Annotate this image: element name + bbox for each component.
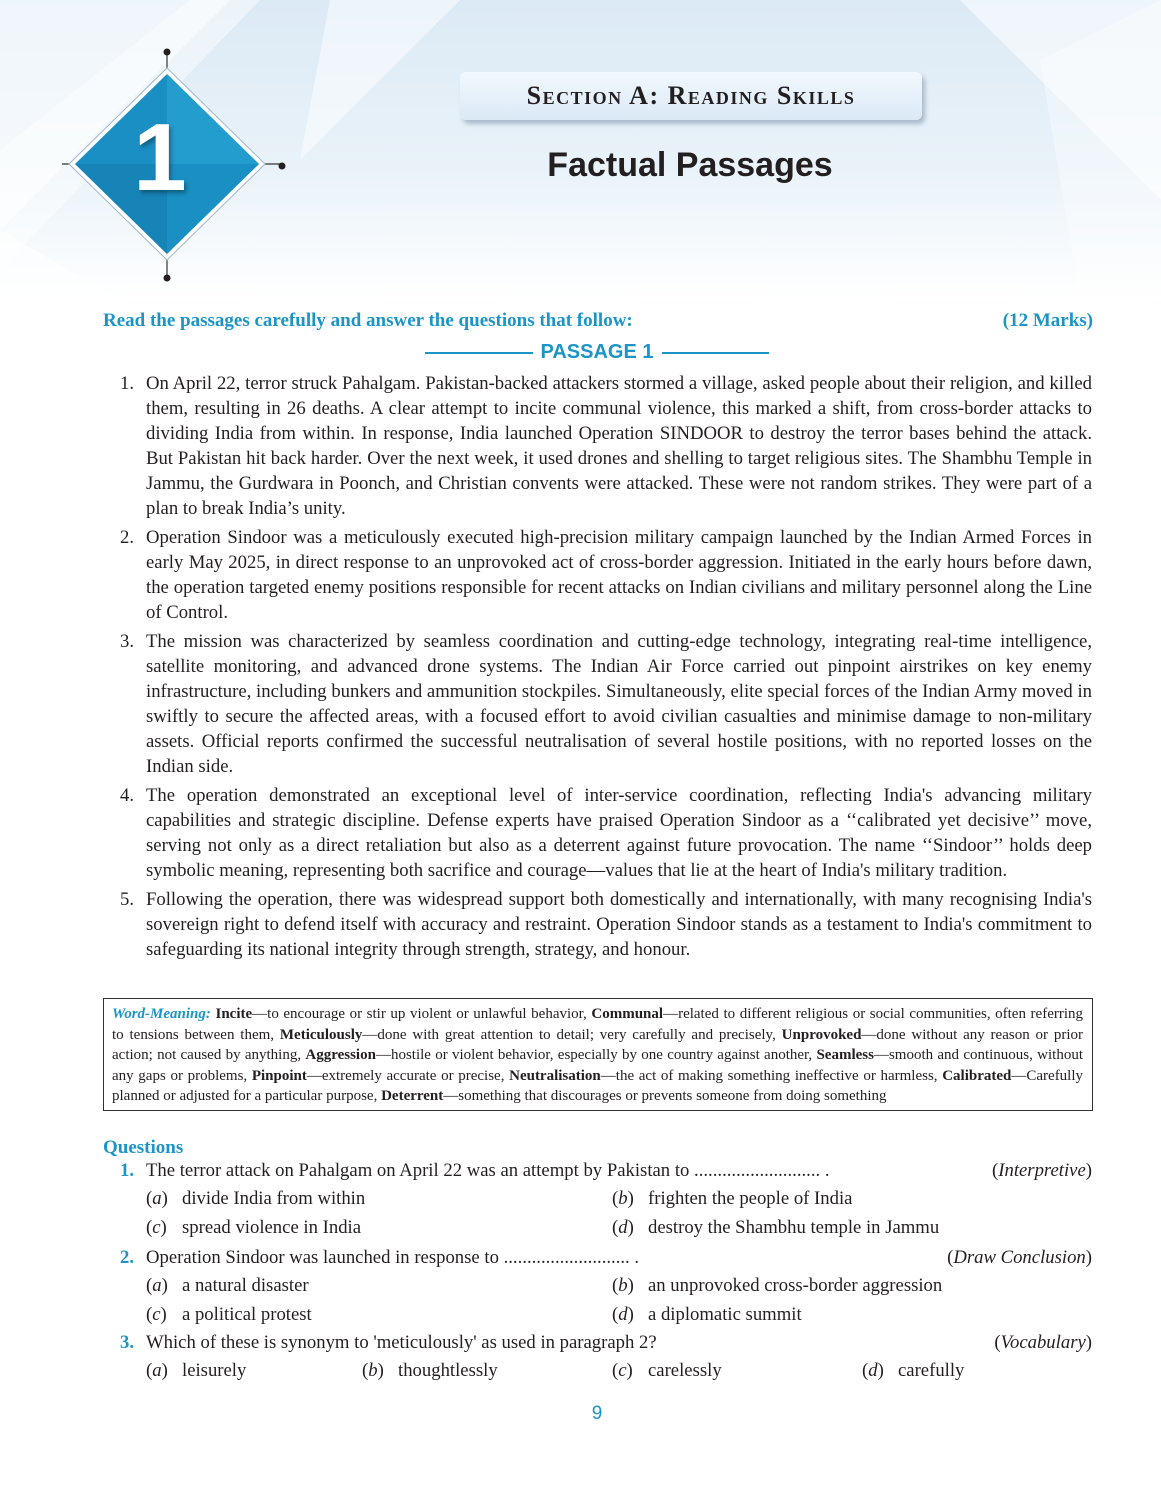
- option-row: [120, 1300, 1092, 1329]
- word-term: Seamless: [816, 1047, 874, 1064]
- word-term: Meticulously: [279, 1026, 363, 1043]
- word-term: Pinpoint: [251, 1067, 307, 1084]
- skill-label: Draw Conclusion: [953, 1247, 1086, 1268]
- question-text: The terror attack on Pahalgam on April 22 was an attempt by Pakistan to ........................... .: [146, 1160, 830, 1181]
- skill-label: Vocabulary: [1000, 1332, 1086, 1353]
- option-row: [120, 1184, 1092, 1213]
- option-text: a diplomatic summit: [648, 1304, 802, 1325]
- option-text: divide India from within: [182, 1188, 366, 1209]
- option-letter: c: [152, 1304, 161, 1325]
- paragraph: [120, 783, 1092, 883]
- option-letter: c: [618, 1360, 627, 1381]
- option-c[interactable]: [612, 1356, 722, 1385]
- question-number: 1.: [120, 1160, 135, 1181]
- passage-heading-text: PASSAGE 1: [540, 341, 654, 363]
- word-meaning-box: [103, 998, 1093, 1111]
- option-label: (c): [146, 1217, 167, 1238]
- option-letter: d: [868, 1360, 878, 1381]
- option-d[interactable]: [862, 1356, 964, 1385]
- option-a[interactable]: [146, 1271, 309, 1300]
- option-b[interactable]: [612, 1271, 942, 1300]
- option-label: (b): [612, 1188, 634, 1209]
- chapter-number: 1: [133, 104, 187, 211]
- question-text: Operation Sindoor was launched in response to ........................... .: [146, 1247, 640, 1268]
- option-text: destroy the Shambhu temple in Jammu: [648, 1217, 940, 1238]
- chapter-title: Factual Passages: [547, 146, 833, 184]
- instruction-line: [103, 310, 1093, 332]
- word-term: Aggression: [305, 1047, 376, 1064]
- question-3: [120, 1330, 1092, 1385]
- skill-tag: (Draw Conclusion): [947, 1247, 1092, 1268]
- page-number: 9: [591, 1403, 603, 1424]
- option-text: a natural disaster: [182, 1275, 309, 1296]
- word-definition: —something that discourages or prevents someone from doing something: [443, 1088, 887, 1105]
- word-definition: —to encourage or stir up violent or unlawful behavior,: [252, 1006, 587, 1022]
- word-meaning-label: Word-Meaning:: [112, 1006, 211, 1022]
- option-label: (d): [862, 1360, 884, 1381]
- option-text: an unprovoked cross-border aggression: [648, 1275, 943, 1296]
- word-definition: —done with great attention to detail; very carefully and precisely,: [362, 1026, 776, 1043]
- paragraph: [120, 525, 1092, 625]
- option-letter: c: [152, 1217, 161, 1238]
- passage-paragraphs: [120, 371, 1092, 966]
- word-term: Unprovoked: [781, 1026, 862, 1043]
- option-label: (b): [362, 1360, 384, 1381]
- word-definition: —smooth and continuous, without any gaps or problems,: [112, 1047, 1083, 1084]
- option-letter: b: [368, 1360, 378, 1381]
- option-text: leisurely: [182, 1360, 247, 1381]
- paragraph-number: 2.: [120, 527, 135, 548]
- skill-label: Interpretive: [998, 1160, 1086, 1181]
- option-letter: d: [618, 1304, 628, 1325]
- word-definition: —Carefully planned or adjusted for a particular purpose,: [112, 1067, 1084, 1105]
- option-letter: a: [152, 1275, 162, 1296]
- word-term: Incite: [215, 1006, 253, 1022]
- paragraph-number: 4.: [120, 785, 135, 806]
- question-number: 3.: [120, 1332, 135, 1353]
- option-d[interactable]: [612, 1300, 802, 1329]
- paragraph-number: 3.: [120, 631, 135, 652]
- question-text: Which of these is synonym to 'meticulously' as used in paragraph 2?: [146, 1332, 657, 1353]
- question-1: [120, 1158, 1092, 1242]
- option-a[interactable]: [146, 1356, 246, 1385]
- option-text: spread violence in India: [182, 1217, 362, 1238]
- word-term: Calibrated: [942, 1067, 1012, 1084]
- option-letter: b: [618, 1275, 628, 1296]
- paragraph: [120, 887, 1092, 962]
- heading-rule-left: [425, 352, 533, 354]
- option-text: carefully: [898, 1360, 965, 1381]
- word-definition: —related to different religious or social communities, often referring to tensions between them,: [112, 1006, 1084, 1043]
- questions-heading: Questions: [103, 1137, 184, 1158]
- option-text: frighten the people of India: [648, 1188, 853, 1209]
- heading-rule-right: [662, 352, 770, 354]
- section-banner: Section A: Reading Skills: [460, 72, 922, 120]
- paragraph-number: 1.: [120, 373, 135, 394]
- option-label: (d): [612, 1217, 634, 1238]
- option-label: (a): [146, 1275, 168, 1296]
- option-label: (a): [146, 1188, 168, 1209]
- option-label: (b): [612, 1275, 634, 1296]
- paragraph-text: The mission was characterized by seamless coordination and cutting-edge technology, integrating real-time intelligence, satellite monitoring, and advanced drone systems. The Indian Air Force carried out pinpoint airstrikes on key enemy infrastructure, including bunkers and ammunition stockpiles. Simultaneously, elite special forces of the Indian Army moved in swiftly to secure the affected areas, with a focused effort to avoid civilian casualties and minimise damage to non-military assets. Official reports confirmed the successful neutralisation of several hostile positions, with no reported losses on the Indian side.: [146, 631, 1092, 777]
- option-c[interactable]: [146, 1213, 361, 1242]
- word-term: Deterrent: [381, 1088, 444, 1105]
- option-a[interactable]: [146, 1184, 365, 1213]
- word-definition: —done without any reason or prior action; not caused by anything,: [112, 1026, 1084, 1064]
- option-text: thoughtlessly: [398, 1360, 498, 1381]
- question-2: [120, 1245, 1092, 1329]
- word-definition: —extremely accurate or precise,: [306, 1067, 505, 1084]
- word-definition: —the act of making something ineffective or harmless,: [600, 1067, 938, 1084]
- option-c[interactable]: [146, 1300, 312, 1329]
- word-term: Communal: [591, 1006, 664, 1022]
- paragraph: [120, 371, 1092, 521]
- paragraph-text: The operation demonstrated an exceptional level of inter-service coordination, reflecting India's advancing military capabilities and strategic discipline. Defense experts have praised Operation Sindoor as a ‘‘calibrated yet decisive’’ move, serving not only as a direct retaliation but also as a deterrent against future provocation. The name ‘‘Sindoor’’ holds deep symbolic meaning, representing both sacrifice and courage—values that lie at the heart of India's military tradition.: [146, 785, 1092, 881]
- option-label: (d): [612, 1304, 634, 1325]
- paragraph-number: 5.: [120, 889, 135, 910]
- instruction-text: Read the passages carefully and answer the questions that follow:: [103, 310, 633, 331]
- paragraph-text: Operation Sindoor was a meticulously executed high-precision military campaign launched by the Indian Armed Forces in early May 2025, in direct response to an unprovoked act of cross-border aggression. Initiated in the early hours before dawn, the operation targeted enemy positions responsible for recent attacks on Indian civilians and military personnel along the Line of Control.: [146, 527, 1092, 623]
- option-row: [120, 1213, 1092, 1242]
- word-term: Neutralisation: [509, 1067, 601, 1084]
- option-letter: b: [618, 1188, 628, 1209]
- word-definition: —hostile or violent behavior, especially by one country against another,: [375, 1047, 813, 1064]
- question-stem: [120, 1158, 1092, 1184]
- paragraph-text: On April 22, terror struck Pahalgam. Pakistan-backed attackers stormed a village, asked people about their religion, and killed them, resulting in 26 deaths. A clear attempt to incite communal violence, this marked a shift, from cross-border attacks to dividing India from within. In response, India launched Operation SINDOOR to destroy the terror bases behind the attack. But Pakistan hit back harder. Over the next week, it used drones and shelling to target religious sites. The Shambhu Temple in Jammu, the Gurdwara in Poonch, and Christian convents were attacked. These were not random strikes. They were part of a plan to break India’s unity.: [146, 373, 1092, 519]
- option-row: [120, 1271, 1092, 1300]
- marks-label: (12 Marks): [1002, 310, 1093, 331]
- skill-tag: (Vocabulary): [994, 1332, 1092, 1353]
- option-text: carelessly: [648, 1360, 722, 1381]
- option-letter: d: [618, 1217, 628, 1238]
- paragraph-text: Following the operation, there was widespread support both domestically and internationally, with many recognising India's sovereign right to defend itself with accuracy and restraint. Operation Sindoor stands as a testament to India's commitment to safeguarding its national integrity through strength, strategy, and honour.: [146, 889, 1092, 960]
- option-letter: a: [152, 1360, 162, 1381]
- skill-tag: (Interpretive): [992, 1160, 1092, 1181]
- option-text: a political protest: [182, 1304, 312, 1325]
- option-b[interactable]: [612, 1184, 852, 1213]
- option-d[interactable]: [612, 1213, 939, 1242]
- question-stem: [120, 1245, 1092, 1271]
- option-label: (c): [146, 1304, 167, 1325]
- option-letter: a: [152, 1188, 162, 1209]
- passage-heading: [425, 341, 769, 364]
- option-label: (c): [612, 1360, 633, 1381]
- paragraph: [120, 629, 1092, 779]
- question-stem: [120, 1330, 1092, 1356]
- question-number: 2.: [120, 1247, 135, 1268]
- option-b[interactable]: [362, 1356, 498, 1385]
- option-label: (a): [146, 1360, 168, 1381]
- option-row: [120, 1356, 1092, 1385]
